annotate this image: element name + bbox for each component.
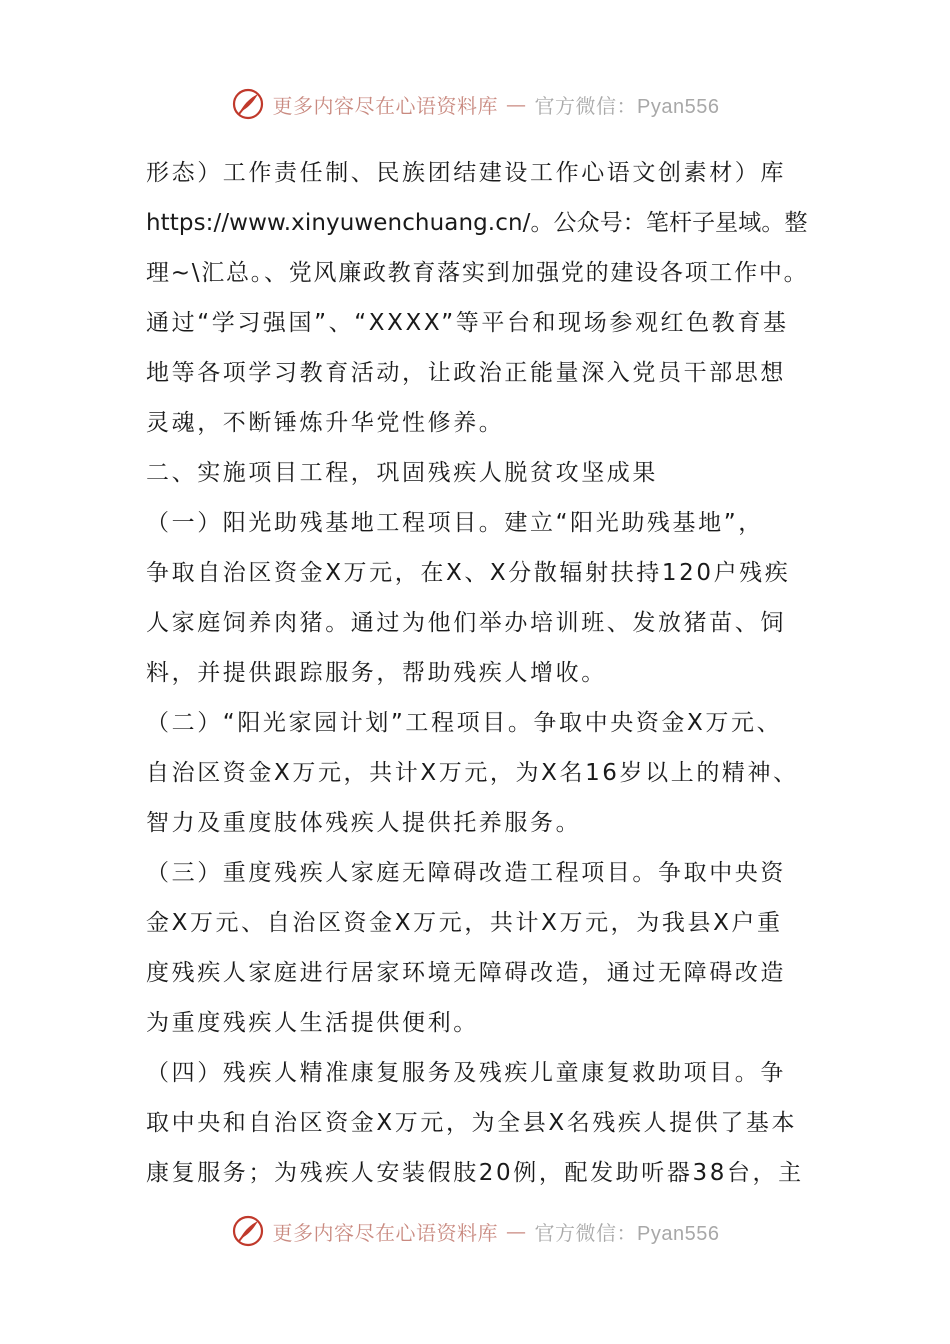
text-line: 智力及重度肢体残疾人提供托养服务。 bbox=[146, 810, 582, 836]
text-line: （二）“阳光家园计划”工程项目。争取中央资金X万元、 bbox=[146, 710, 783, 736]
text-line: （四）残疾人精准康复服务及残疾儿童康复救助项目。争 bbox=[146, 1060, 786, 1086]
text-line: 通过“学习强国”、“XXXX”等平台和现场参观红色教育基 bbox=[146, 310, 789, 336]
watermark-text: 更多内容尽在心语资料库 bbox=[272, 93, 499, 118]
text-line: 料，并提供跟踪服务，帮助残疾人增收。 bbox=[146, 660, 607, 686]
text-line: 金X万元、自治区资金X万元，共计X万元，为我县X户重 bbox=[146, 910, 783, 936]
text-line: （一）阳光助残基地工程项目。建立“阳光助残基地”， bbox=[146, 510, 764, 536]
text-line: https://www.xinyuwenchuang.cn/。公众号：笔杆子星域。整 bbox=[146, 210, 808, 236]
text-line: 为重度残疾人生活提供便利。 bbox=[146, 1010, 479, 1036]
quill-logo-icon bbox=[231, 87, 265, 121]
watermark-wechat: 官方微信：Pyan556 bbox=[534, 95, 720, 118]
text-line: （三）重度残疾人家庭无障碍改造工程项目。争取中央资 bbox=[146, 860, 786, 886]
watermark-wechat: 官方微信：Pyan556 bbox=[534, 1222, 720, 1245]
watermark-dash: — bbox=[506, 1219, 527, 1243]
footer-watermark bbox=[0, 1211, 950, 1251]
text-line: 康复服务；为残疾人安装假肢20例，配发助听器38台，主 bbox=[146, 1160, 804, 1186]
watermark-dash: — bbox=[506, 92, 527, 116]
text-line: 自治区资金X万元，共计X万元，为X名16岁以上的精神、 bbox=[146, 760, 799, 786]
text-line: 形态）工作责任制、民族团结建设工作心语文创素材）库 bbox=[146, 160, 786, 186]
header-watermark bbox=[0, 84, 950, 124]
text-line: 度残疾人家庭进行居家环境无障碍改造，通过无障碍改造 bbox=[146, 960, 786, 986]
text-line: 理~\汇总。、党风廉政教育落实到加强党的建设各项工作中。 bbox=[146, 260, 809, 286]
section-heading: 二、实施项目工程，巩固残疾人脱贫攻坚成果 bbox=[146, 460, 658, 486]
text-line: 争取自治区资金X万元，在X、X分散辐射扶持120户残疾 bbox=[146, 560, 791, 586]
text-line: 取中央和自治区资金X万元，为全县X名残疾人提供了基本 bbox=[146, 1110, 798, 1136]
quill-logo-icon bbox=[231, 1214, 265, 1248]
text-line: 灵魂，不断锤炼升华党性修养。 bbox=[146, 410, 505, 436]
text-line: 人家庭饲养肉猪。通过为他们举办培训班、发放猪苗、饲 bbox=[146, 610, 786, 636]
text-line: 地等各项学习教育活动，让政治正能量深入党员干部思想 bbox=[146, 360, 786, 386]
watermark-text: 更多内容尽在心语资料库 bbox=[272, 1220, 499, 1245]
document-body bbox=[146, 148, 808, 1198]
